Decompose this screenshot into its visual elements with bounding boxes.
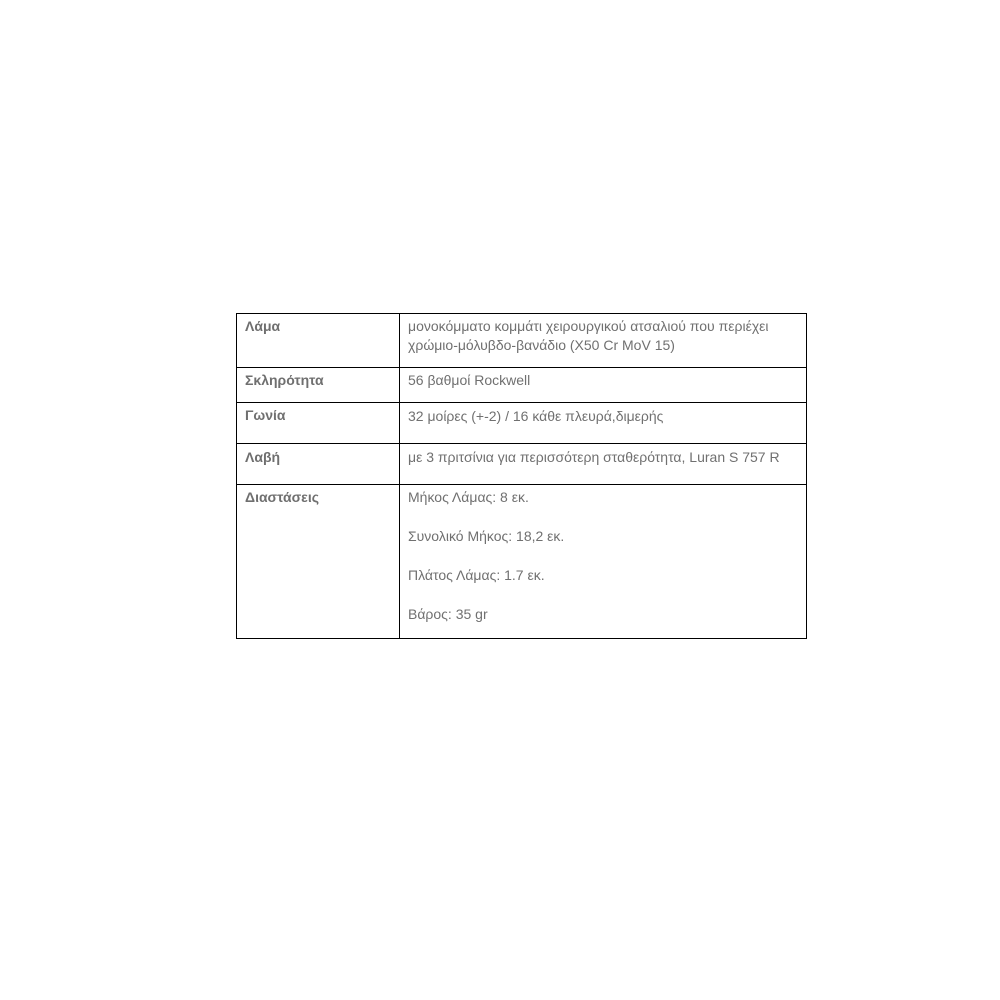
spec-label-handle: Λαβή [237,444,400,485]
dimension-blade-length: Μήκος Λάμας: 8 εκ. [408,489,529,505]
spec-label-blade: Λάμα [237,314,400,368]
spec-label-dimensions: Διαστάσεις [237,485,400,639]
dimension-total-length: Συνολικό Μήκος: 18,2 εκ. [408,528,565,544]
dimension-weight: Βάρος: 35 gr [408,606,488,622]
spec-value-angle: 32 μοίρες (+-2) / 16 κάθε πλευρά,διμερής [400,403,807,444]
dimension-blade-width: Πλάτος Λάμας: 1.7 εκ. [408,567,545,583]
specifications-table [236,313,807,639]
spec-value-handle: με 3 πριτσίνια για περισσότερη σταθερότητα, Luran S 757 R [400,444,807,485]
spec-row-angle [237,403,807,444]
spec-value-blade: μονοκόμματο κομμάτι χειρουργικού ατσαλιού που περιέχει χρώμιο-μόλυβδο-βανάδιο (X50 Cr MoV 15) [400,314,807,368]
spec-value-dimensions [400,485,807,639]
spec-label-angle: Γωνία [237,403,400,444]
spec-row-blade [237,314,807,368]
spec-row-dimensions [237,485,807,639]
spec-row-hardness [237,368,807,403]
spec-label-hardness: Σκληρότητα [237,368,400,403]
spec-row-handle [237,444,807,485]
spec-value-hardness: 56 βαθμοί Rockwell [400,368,807,403]
